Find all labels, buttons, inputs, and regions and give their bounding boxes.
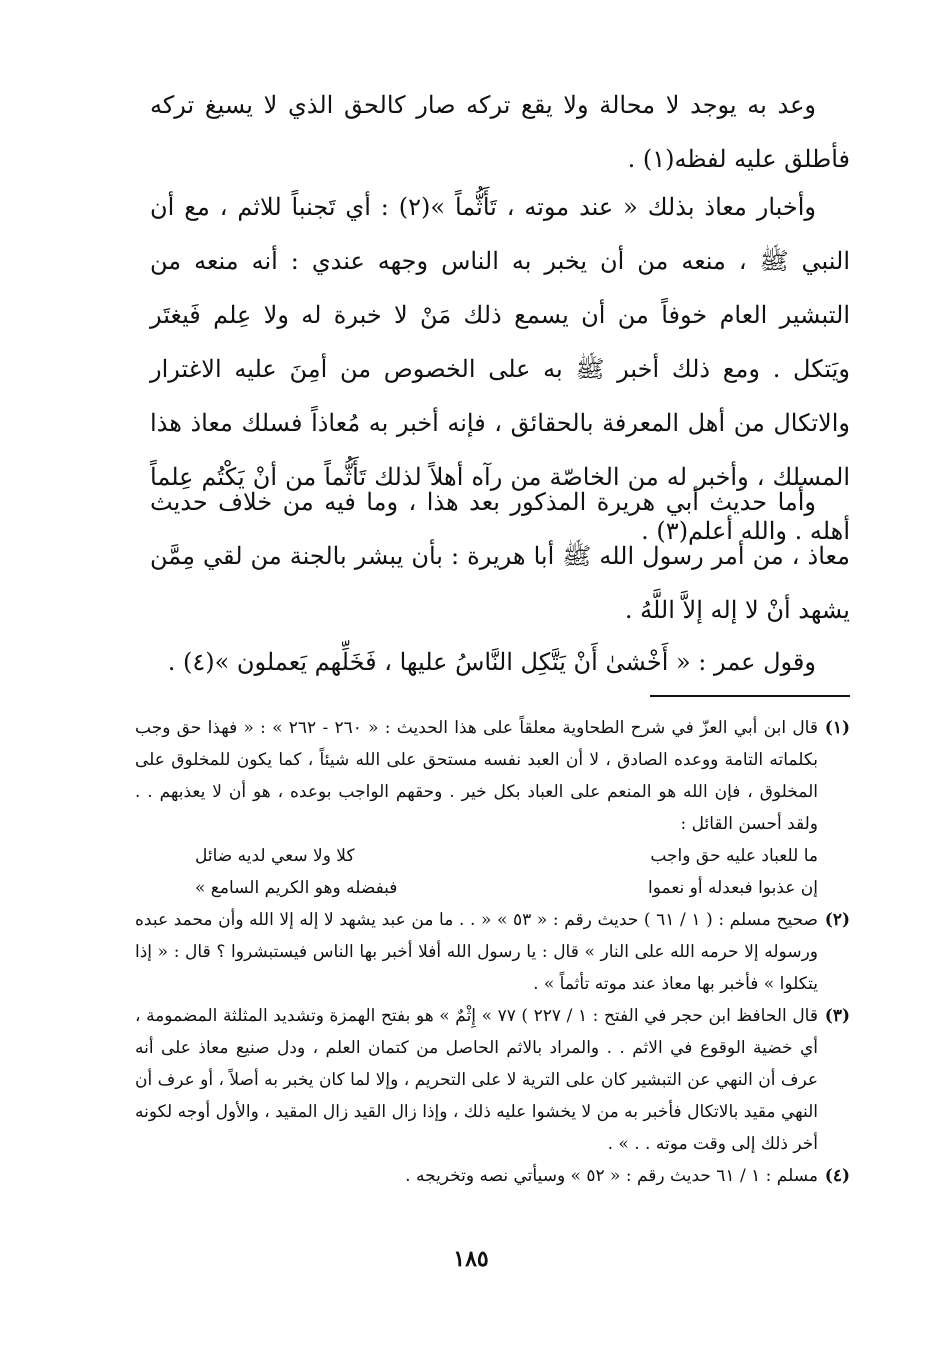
footnote-2: [135, 904, 850, 1000]
main-text-block-3: [150, 475, 850, 637]
footnote-4: [135, 1160, 850, 1192]
footnote-text: مسلم : ١ / ٦١ حديث رقم : « ٥٢ » وسيأتي نصه وتخريجه .: [405, 1166, 818, 1186]
verse-second-hemistich: كلا ولا سعي لديه ضائل: [195, 846, 355, 866]
verse-first-hemistich: ما للعباد عليه حق واجب: [650, 846, 818, 866]
footnote-number: (١): [824, 718, 850, 738]
footnote-3: [135, 1000, 850, 1160]
footnote-text: قال ابن أبي العزّ في شرح الطحاوية معلقاً على هذا الحديث : « ٢٦٠ - ٢٦٢ » : « فهذا حق وجب بكلماته التامة ووعده الصادق ، لا أن العبد نفسه مستحق على الله شيئاً ، كما يكون للمخلوق على المخلوق ، فإن الله هو المنعم على العباد بكل خير . وحقهم الواجب بوعده ، هو أن لا يعذبهم . . ولقد أحسن القائل :: [135, 718, 818, 834]
footnote-text: قال الحافظ ابن حجر في الفتح : ١ / ٢٢٧ ) ٧٧ » إِثْمٌ » هو بفتح الهمزة وتشديد المثلثة المضمومة ، أي خضية الوقوع في الاثم . . والمراد بالاثم الحاصل من كتمان العلم ، ودل صنيع معاذ على أنه عرف أن النهي عن التبشير كان على الترية لا على التحريم ، وإلا لما كان يخبر به أصلاً ، أو عرف أن النهي مقيد بالاتكال فأخبر به من لا يخشوا عليه ذلك ، وإذا زال القيد زال المقيد ، والأول أوجه لكونه أخر ذلك إلى وقت موته . . » .: [134, 1006, 818, 1154]
footnote-separator: [650, 695, 850, 697]
paragraph: وأما حديث أبي هريرة المذكور بعد هذا ، وما فيه من خلاف حديث معاذ ، من أمر رسول الله ﷺ أبا هريرة : بأن يبشر بالجنة من لقي مِمَّن يشهد أنْ لا إله إلاَّ اللَّهُ .: [150, 488, 850, 624]
main-text-block-1: [150, 78, 850, 186]
poem-verse-2: [135, 872, 850, 904]
paragraph: وأخبار معاذ بذلك « عند موته ، تَأَثُّماً »(٢) : أي تَجنباً للاثم ، مع أن النبي ﷺ ، منعه من أن يخبر به الناس وجهه عندي : أنه منعه من التبشير العام خوفاً من أن يسمع ذلك مَنْ لا خبرة له ولا عِلم فَيغتَر ويَتكل . ومع ذلك أخبر ﷺ به على الخصوص من أمِنَ عليه الاغترار والاتكال من أهل المعرفة بالحقائق ، فإنه أخبر به مُعاذاً فسلك معاذ هذا المسلك ، وأخبر له من الخاصّة من رآه أهلاً لذلك تَأَثُّماً من أنْ يَكْتُم عِلماً أهله . والله أعلم(٣) .: [150, 193, 850, 545]
paragraph: وقول عمر : « أَخْشىٰ أَنْ يَتَّكِل النَّاسُ عليها ، فَخَلِّهم يَعملون »(٤) .: [167, 648, 816, 676]
main-text-block-4: [150, 635, 850, 689]
footnote-number: (٢): [824, 910, 850, 930]
footnote-text: صحيح مسلم : ( ١ / ٦١ ) حديث رقم : « ٥٣ » « . . ما من عبد يشهد لا إله إلا الله وأن محمد عبده ورسوله إلا حرمه الله على النار » قال : يا رسول الله أفلا أخبر بها الناس فيستبشروا ؟ قال : « إذا يتكلوا » فأخبر بها معاذ عند موته تأثماً » .: [135, 910, 818, 994]
poem-verse-1: [135, 840, 850, 872]
verse-first-hemistich: إن عذبوا فبعدله أو نعموا: [648, 878, 818, 898]
footnote-1: [135, 712, 850, 840]
page-number: ١٨٥: [453, 1246, 489, 1272]
verse-second-hemistich: فبفضله وهو الكريم السامع »: [195, 878, 398, 898]
footnote-number: (٤): [824, 1166, 850, 1186]
footnotes: [135, 712, 850, 1192]
footnote-number: (٣): [824, 1006, 850, 1026]
paragraph: وعد به يوجد لا محالة ولا يقع تركه صار كالحق الذي لا يسيغ تركه فأطلق عليه لفظه(١) .: [150, 91, 850, 173]
